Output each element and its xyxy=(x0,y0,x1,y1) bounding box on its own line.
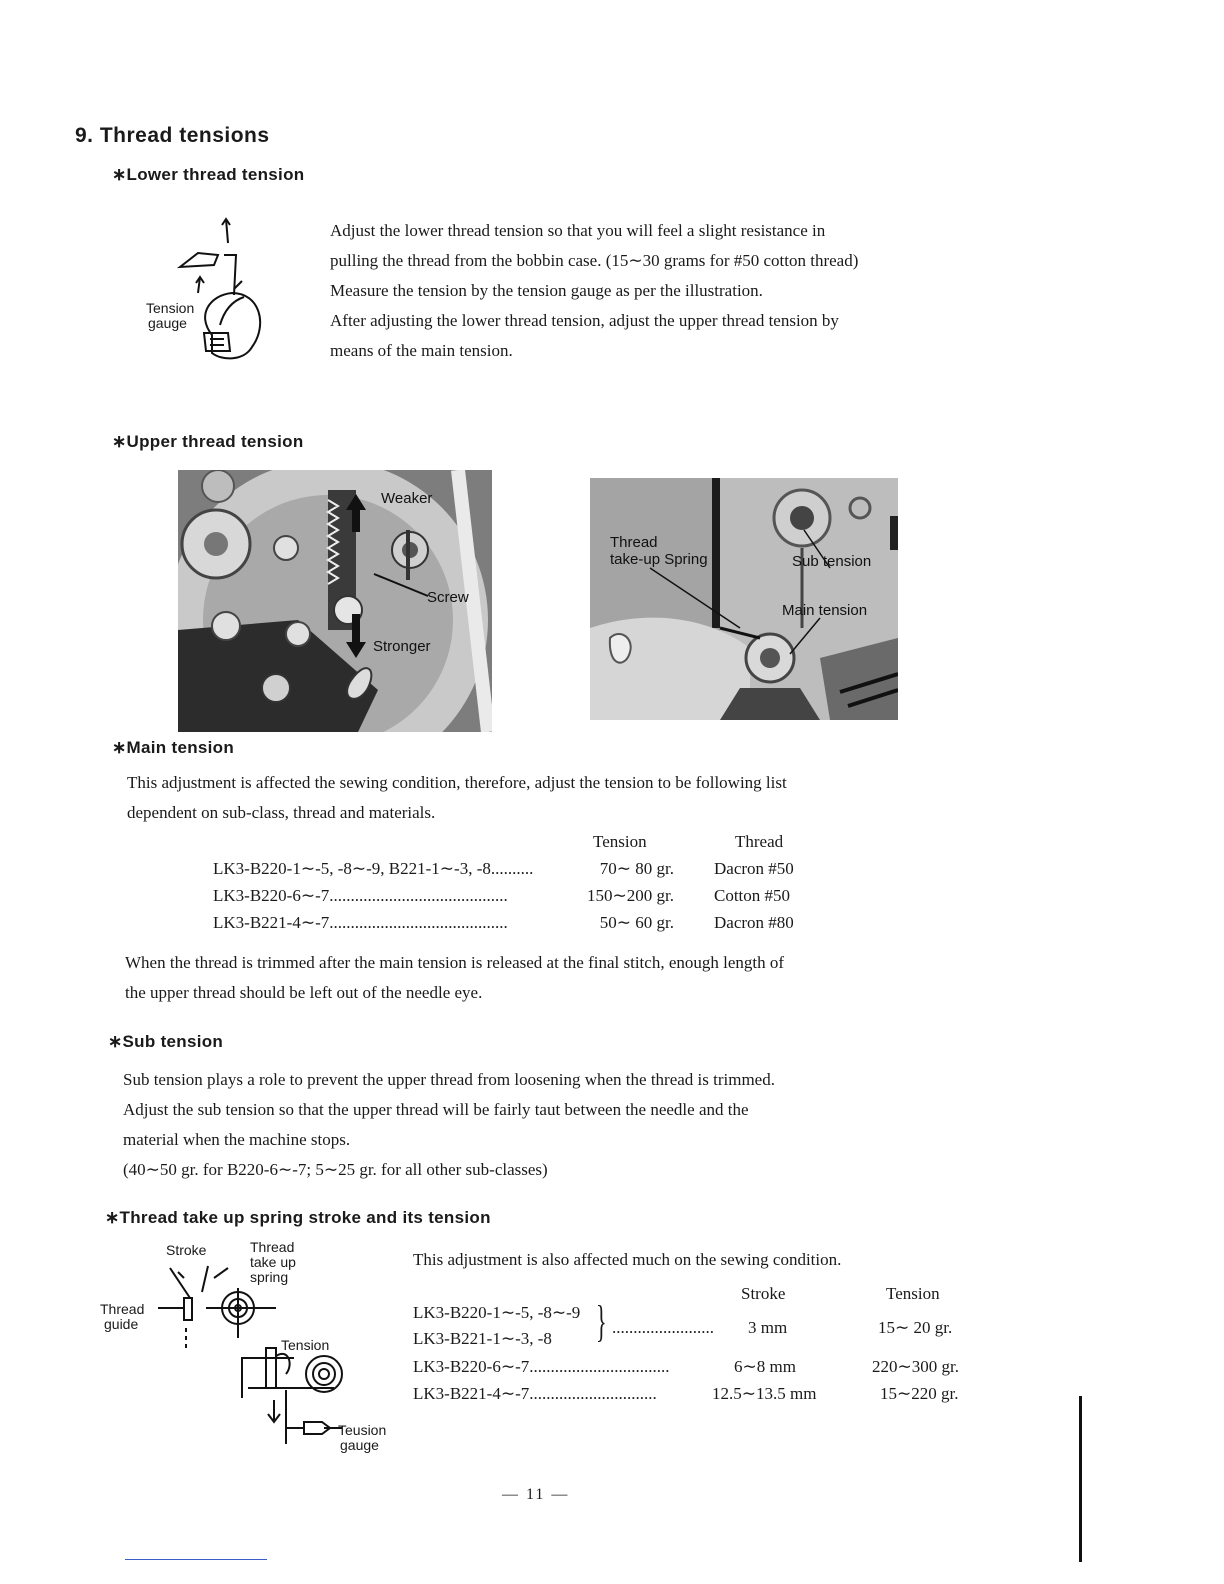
tension-label: Tension xyxy=(281,1337,330,1353)
takeup-spring-label: Thread take up spring xyxy=(250,1239,296,1285)
takeup-intro: This adjustment is also affected much on the sewing condition. xyxy=(413,1250,842,1269)
takeup-row-3-stroke: 12.5∼13.5 mm xyxy=(712,1384,817,1403)
bobbin-case-drawing xyxy=(140,215,280,375)
thread-guide-label: Thread guide xyxy=(100,1301,145,1332)
scan-edge-bar xyxy=(1079,1396,1082,1562)
takeup-row-1-leader: ........................ xyxy=(612,1318,714,1337)
stronger-label: Stronger xyxy=(373,638,431,655)
main-tension-label: Main tension xyxy=(782,602,868,619)
tension-gauge-label-2: Teusion gauge xyxy=(338,1422,387,1453)
lower-thread-paragraph: Adjust the lower thread tension so that you will feel a slight resistance in pulling the thread from the bobbin case. (15∼30 grams for #50 cotton thread) Measure the tension by the tension gauge as per the illustration. After adjusting the lower thread tension, adjust the upper thread tension by means of the main tension. xyxy=(330,221,859,360)
weaker-label: Weaker xyxy=(381,490,433,507)
sub-main-tension-photo xyxy=(590,478,898,720)
sub-tension-heading: ∗Sub tension xyxy=(108,1032,224,1051)
sub-main-tension-photo-art xyxy=(590,478,898,720)
main-row-2-thread: Cotton #50 xyxy=(714,886,791,905)
takeup-row-1-model2: LK3-B221-1∼-3, -8 xyxy=(413,1329,552,1348)
upper-thread-heading: ∗Upper thread tension xyxy=(112,432,304,451)
main-row-1-tension: 70∼ 80 gr. xyxy=(599,859,674,878)
takeup-row-3-model: LK3-B221-4∼-7.............................. xyxy=(413,1384,657,1403)
row-brace: } xyxy=(596,1297,607,1346)
lower-thread-heading: ∗Lower thread tension xyxy=(112,165,305,184)
main-tension-note: When the thread is trimmed after the main tension is released at the final stitch, enough length of the upper thread should be left out of the needle eye. xyxy=(125,953,785,1002)
takeup-row-3-tension: 15∼220 gr. xyxy=(880,1384,959,1403)
screw-label: Screw xyxy=(427,589,469,606)
scan-underline xyxy=(125,1559,267,1560)
takeup-row-1-tension: 15∼ 20 gr. xyxy=(878,1318,953,1337)
main-col-thread: Thread xyxy=(735,832,784,851)
main-row-3-thread: Dacron #80 xyxy=(714,913,794,932)
tension-gauge-illustration xyxy=(140,215,280,375)
main-row-2-model: LK3-B220-6∼-7.......................................... xyxy=(213,886,508,905)
sub-tension-label: Sub tension xyxy=(792,553,872,570)
main-row-1-model: LK3-B220-1∼-5, -8∼-9, B221-1∼-3, -8.......... xyxy=(213,859,534,878)
takeup-row-1-stroke: 3 mm xyxy=(748,1318,788,1337)
main-row-1-thread: Dacron #50 xyxy=(714,859,794,878)
takeup-spring-illustration xyxy=(98,1238,408,1460)
takeup-row-2-stroke: 6∼8 mm xyxy=(734,1357,796,1376)
takeup-col-tension: Tension xyxy=(886,1284,940,1303)
thread-takeup-spring-label: Thread take-up Spring xyxy=(610,534,708,568)
takeup-row-2-model: LK3-B220-6∼-7................................. xyxy=(413,1357,670,1376)
main-row-3-tension: 50∼ 60 gr. xyxy=(599,913,674,932)
tension-gauge-label: Tension gauge xyxy=(146,300,195,331)
takeup-row-2-tension: 220∼300 gr. xyxy=(872,1357,959,1376)
main-tension-heading: ∗Main tension xyxy=(112,738,235,757)
sub-tension-paragraph: Sub tension plays a role to prevent the upper thread from loosening when the thread is trimmed. Adjust the sub tension so that the upper thread will be fairly taut between the needle and the material when the machine stops. (40∼50 gr. for B220-6∼-7; 5∼25 gr. for all other sub-classes) xyxy=(123,1070,775,1179)
takeup-heading: ∗Thread take up spring stroke and its tension xyxy=(105,1208,491,1227)
stroke-label: Stroke xyxy=(166,1242,207,1258)
main-col-tension: Tension xyxy=(593,832,647,851)
tension-dial-photo xyxy=(178,470,492,732)
takeup-row-1-model: LK3-B220-1∼-5, -8∼-9 xyxy=(413,1303,581,1322)
section-title: 9. Thread tensions xyxy=(75,124,270,147)
main-row-2-tension: 150∼200 gr. xyxy=(587,886,674,905)
main-row-3-model: LK3-B221-4∼-7.......................................... xyxy=(213,913,508,932)
takeup-col-stroke: Stroke xyxy=(741,1284,786,1303)
page-number: — 11 — xyxy=(502,1486,570,1503)
main-tension-paragraph: This adjustment is affected the sewing condition, therefore, adjust the tension to be following list dependent on sub-class, thread and materials. xyxy=(127,773,787,822)
